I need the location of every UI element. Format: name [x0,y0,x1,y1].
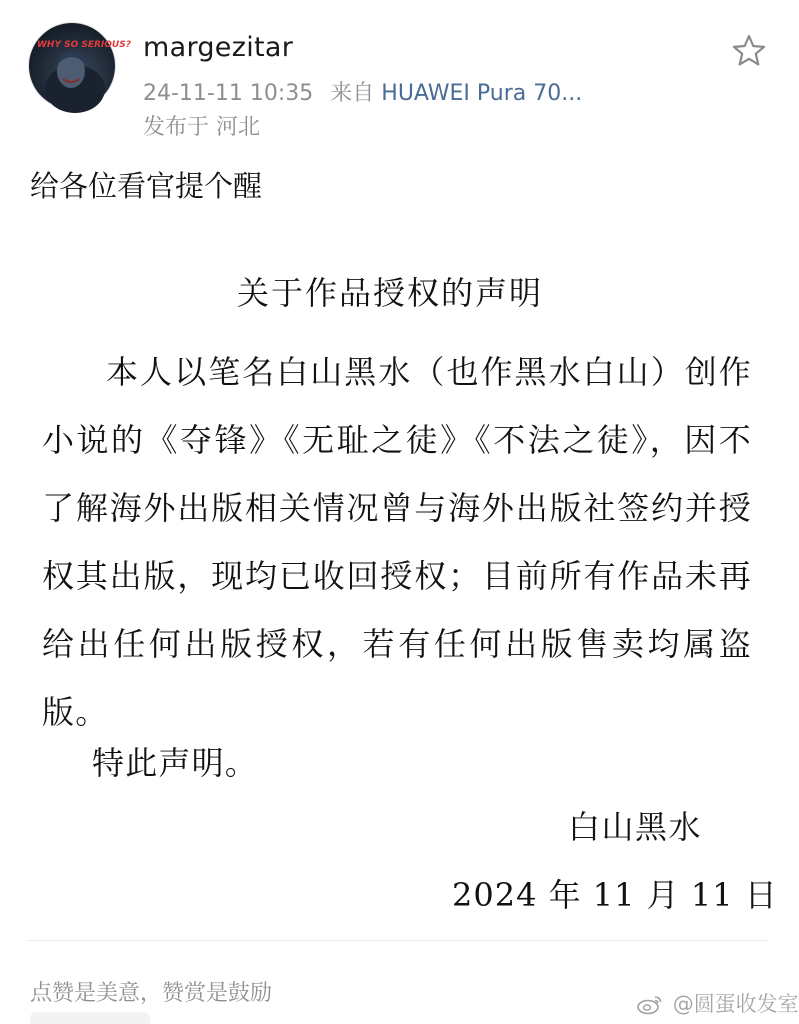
appreciate-text: 点赞是美意，赞赏是鼓励 [30,981,273,1006]
weibo-logo-icon [636,993,664,1015]
watermark-text: @圆蛋收发室 [672,992,799,1016]
statement-closing: 特此声明。 [92,744,259,782]
post-meta [143,76,582,107]
statement-body: 本人以笔名白山黑水（也作黑水白山）创作小说的《夺锋》《无耻之徒》《不法之徒》，因不了解海外出版相关情况曾与海外出版社签约并授权其出版，现均已收回授权；目前所有作品未再给出任何出版授权，若有任何出版售卖均属盗版。 [42,353,752,731]
post-timestamp: 24-11-11 10:35 [143,81,314,106]
post-text: 给各位看官提个醒 [30,169,263,203]
source-prefix: 来自 [330,81,375,106]
post-location: 发布于 河北 [143,115,260,140]
avatar-caption: WHY SO SERIOUS? [37,40,131,50]
post-header [0,0,796,150]
statement-signature: 白山黑水 [568,808,703,846]
statement-title: 关于作品授权的声明 [236,274,543,312]
watermark [636,988,799,1018]
avatar-image [29,23,131,109]
star-outline-icon [730,32,768,70]
user-avatar[interactable] [28,22,131,110]
reward-button-edge[interactable] [30,1012,150,1024]
favorite-button[interactable] [730,32,768,70]
username-link[interactable]: margezitar [143,32,294,63]
source-device-link[interactable]: HUAWEI Pura 70... [381,81,583,106]
statement-date: 2024 年 11 月 11 日 [452,876,778,914]
divider [28,940,768,941]
